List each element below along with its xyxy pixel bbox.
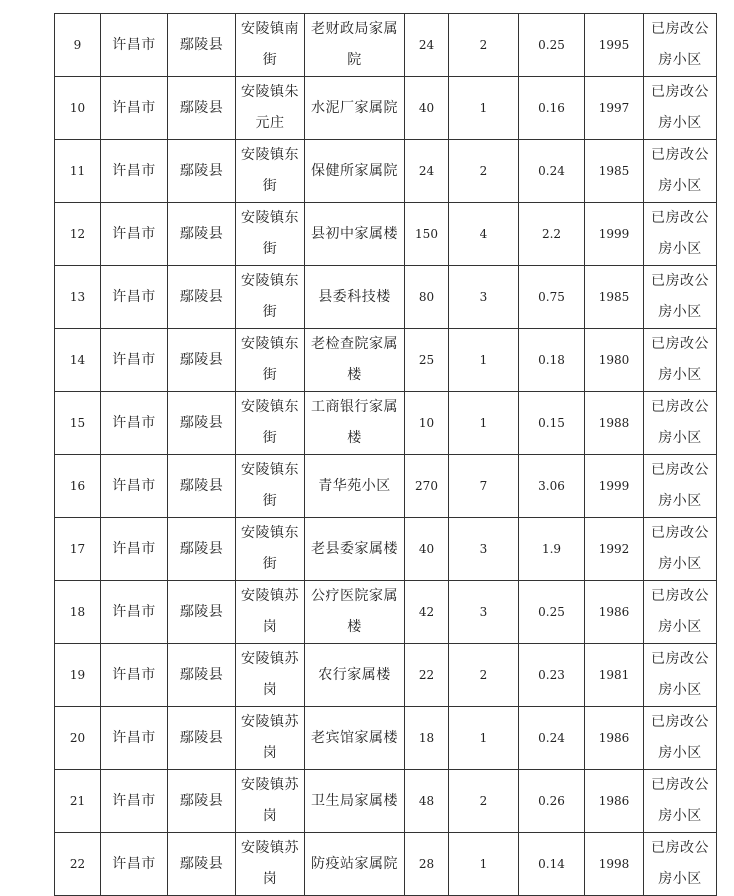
cell-buildings: 2 — [449, 770, 519, 833]
cell-households: 24 — [405, 140, 449, 203]
cell-no: 10 — [55, 77, 101, 140]
cell-city: 许昌市 — [101, 707, 168, 770]
cell-county: 鄢陵县 — [168, 707, 236, 770]
cell-community-name: 县初中家属楼 — [305, 203, 405, 266]
cell-community-name: 青华苑小区 — [305, 455, 405, 518]
cell-year: 1999 — [585, 203, 644, 266]
cell-no: 22 — [55, 833, 101, 896]
cell-households: 10 — [405, 392, 449, 455]
cell-area: 0.16 — [519, 77, 585, 140]
cell-county: 鄢陵县 — [168, 203, 236, 266]
cell-town: 安陵镇东街 — [236, 329, 305, 392]
cell-city: 许昌市 — [101, 833, 168, 896]
cell-type: 已房改公房小区 — [644, 392, 717, 455]
cell-city: 许昌市 — [101, 392, 168, 455]
cell-households: 28 — [405, 833, 449, 896]
cell-no: 16 — [55, 455, 101, 518]
cell-year: 1999 — [585, 455, 644, 518]
cell-households: 48 — [405, 770, 449, 833]
cell-town: 安陵镇东街 — [236, 518, 305, 581]
table-row — [55, 455, 717, 518]
cell-year: 1986 — [585, 770, 644, 833]
cell-no: 13 — [55, 266, 101, 329]
cell-year: 1980 — [585, 329, 644, 392]
cell-buildings: 1 — [449, 833, 519, 896]
cell-households: 150 — [405, 203, 449, 266]
cell-town: 安陵镇南街 — [236, 14, 305, 77]
cell-county: 鄢陵县 — [168, 833, 236, 896]
table-row — [55, 140, 717, 203]
cell-county: 鄢陵县 — [168, 14, 236, 77]
cell-type: 已房改公房小区 — [644, 455, 717, 518]
table-row — [55, 203, 717, 266]
cell-community-name: 卫生局家属楼 — [305, 770, 405, 833]
cell-area: 0.26 — [519, 770, 585, 833]
cell-city: 许昌市 — [101, 329, 168, 392]
cell-town: 安陵镇东街 — [236, 140, 305, 203]
cell-year: 1981 — [585, 644, 644, 707]
cell-no: 11 — [55, 140, 101, 203]
cell-town: 安陵镇东街 — [236, 455, 305, 518]
cell-buildings: 2 — [449, 14, 519, 77]
cell-city: 许昌市 — [101, 644, 168, 707]
cell-year: 1992 — [585, 518, 644, 581]
cell-households: 40 — [405, 518, 449, 581]
table-row — [55, 581, 717, 644]
cell-no: 17 — [55, 518, 101, 581]
table-row — [55, 392, 717, 455]
cell-community-name: 老县委家属楼 — [305, 518, 405, 581]
cell-buildings: 3 — [449, 266, 519, 329]
cell-type: 已房改公房小区 — [644, 833, 717, 896]
cell-city: 许昌市 — [101, 140, 168, 203]
cell-no: 15 — [55, 392, 101, 455]
cell-area: 3.06 — [519, 455, 585, 518]
cell-county: 鄢陵县 — [168, 455, 236, 518]
table-row — [55, 707, 717, 770]
housing-table-container — [54, 13, 717, 896]
cell-city: 许昌市 — [101, 770, 168, 833]
cell-no: 19 — [55, 644, 101, 707]
cell-town: 安陵镇苏岗 — [236, 770, 305, 833]
cell-community-name: 工商银行家属楼 — [305, 392, 405, 455]
cell-town: 安陵镇东街 — [236, 266, 305, 329]
cell-no: 21 — [55, 770, 101, 833]
cell-type: 已房改公房小区 — [644, 518, 717, 581]
cell-community-name: 水泥厂家属院 — [305, 77, 405, 140]
cell-area: 0.75 — [519, 266, 585, 329]
cell-type: 已房改公房小区 — [644, 140, 717, 203]
cell-year: 1995 — [585, 14, 644, 77]
table-row — [55, 329, 717, 392]
cell-area: 0.14 — [519, 833, 585, 896]
cell-area: 0.18 — [519, 329, 585, 392]
cell-area: 0.24 — [519, 140, 585, 203]
cell-community-name: 县委科技楼 — [305, 266, 405, 329]
cell-area: 0.23 — [519, 644, 585, 707]
cell-no: 12 — [55, 203, 101, 266]
cell-county: 鄢陵县 — [168, 392, 236, 455]
cell-year: 1997 — [585, 77, 644, 140]
cell-buildings: 2 — [449, 140, 519, 203]
table-row — [55, 770, 717, 833]
cell-town: 安陵镇苏岗 — [236, 833, 305, 896]
cell-county: 鄢陵县 — [168, 518, 236, 581]
cell-county: 鄢陵县 — [168, 644, 236, 707]
cell-year: 1998 — [585, 833, 644, 896]
cell-year: 1985 — [585, 140, 644, 203]
cell-county: 鄢陵县 — [168, 266, 236, 329]
cell-buildings: 7 — [449, 455, 519, 518]
cell-community-name: 农行家属楼 — [305, 644, 405, 707]
table-row — [55, 77, 717, 140]
cell-year: 1986 — [585, 581, 644, 644]
cell-county: 鄢陵县 — [168, 329, 236, 392]
cell-households: 22 — [405, 644, 449, 707]
cell-community-name: 老检查院家属楼 — [305, 329, 405, 392]
cell-no: 14 — [55, 329, 101, 392]
cell-buildings: 3 — [449, 581, 519, 644]
cell-city: 许昌市 — [101, 14, 168, 77]
cell-type: 已房改公房小区 — [644, 77, 717, 140]
cell-area: 0.25 — [519, 14, 585, 77]
table-row — [55, 833, 717, 896]
cell-community-name: 公疗医院家属楼 — [305, 581, 405, 644]
cell-community-name: 防疫站家属院 — [305, 833, 405, 896]
cell-no: 20 — [55, 707, 101, 770]
cell-community-name: 老宾馆家属楼 — [305, 707, 405, 770]
table-row — [55, 518, 717, 581]
table-row — [55, 644, 717, 707]
cell-no: 9 — [55, 14, 101, 77]
cell-area: 0.24 — [519, 707, 585, 770]
cell-town: 安陵镇朱元庄 — [236, 77, 305, 140]
cell-city: 许昌市 — [101, 581, 168, 644]
cell-households: 18 — [405, 707, 449, 770]
cell-town: 安陵镇东街 — [236, 392, 305, 455]
cell-town: 安陵镇东街 — [236, 203, 305, 266]
cell-county: 鄢陵县 — [168, 770, 236, 833]
cell-year: 1988 — [585, 392, 644, 455]
cell-area: 1.9 — [519, 518, 585, 581]
cell-town: 安陵镇苏岗 — [236, 581, 305, 644]
cell-no: 18 — [55, 581, 101, 644]
cell-buildings: 2 — [449, 644, 519, 707]
cell-county: 鄢陵县 — [168, 140, 236, 203]
cell-type: 已房改公房小区 — [644, 707, 717, 770]
cell-households: 42 — [405, 581, 449, 644]
cell-households: 270 — [405, 455, 449, 518]
cell-buildings: 1 — [449, 329, 519, 392]
cell-buildings: 1 — [449, 392, 519, 455]
cell-town: 安陵镇苏岗 — [236, 707, 305, 770]
cell-city: 许昌市 — [101, 203, 168, 266]
cell-type: 已房改公房小区 — [644, 770, 717, 833]
cell-area: 2.2 — [519, 203, 585, 266]
cell-type: 已房改公房小区 — [644, 329, 717, 392]
cell-city: 许昌市 — [101, 266, 168, 329]
housing-table — [54, 13, 717, 896]
table-body — [55, 14, 717, 896]
table-row — [55, 14, 717, 77]
cell-type: 已房改公房小区 — [644, 203, 717, 266]
cell-type: 已房改公房小区 — [644, 644, 717, 707]
cell-households: 25 — [405, 329, 449, 392]
cell-community-name: 老财政局家属院 — [305, 14, 405, 77]
cell-area: 0.25 — [519, 581, 585, 644]
cell-buildings: 1 — [449, 707, 519, 770]
cell-year: 1985 — [585, 266, 644, 329]
cell-town: 安陵镇苏岗 — [236, 644, 305, 707]
cell-community-name: 保健所家属院 — [305, 140, 405, 203]
cell-county: 鄢陵县 — [168, 77, 236, 140]
cell-city: 许昌市 — [101, 455, 168, 518]
cell-households: 24 — [405, 14, 449, 77]
cell-county: 鄢陵县 — [168, 581, 236, 644]
cell-type: 已房改公房小区 — [644, 581, 717, 644]
cell-city: 许昌市 — [101, 518, 168, 581]
cell-city: 许昌市 — [101, 77, 168, 140]
cell-buildings: 4 — [449, 203, 519, 266]
cell-year: 1986 — [585, 707, 644, 770]
cell-type: 已房改公房小区 — [644, 14, 717, 77]
table-row — [55, 266, 717, 329]
cell-buildings: 3 — [449, 518, 519, 581]
cell-households: 80 — [405, 266, 449, 329]
cell-buildings: 1 — [449, 77, 519, 140]
cell-type: 已房改公房小区 — [644, 266, 717, 329]
cell-households: 40 — [405, 77, 449, 140]
cell-area: 0.15 — [519, 392, 585, 455]
